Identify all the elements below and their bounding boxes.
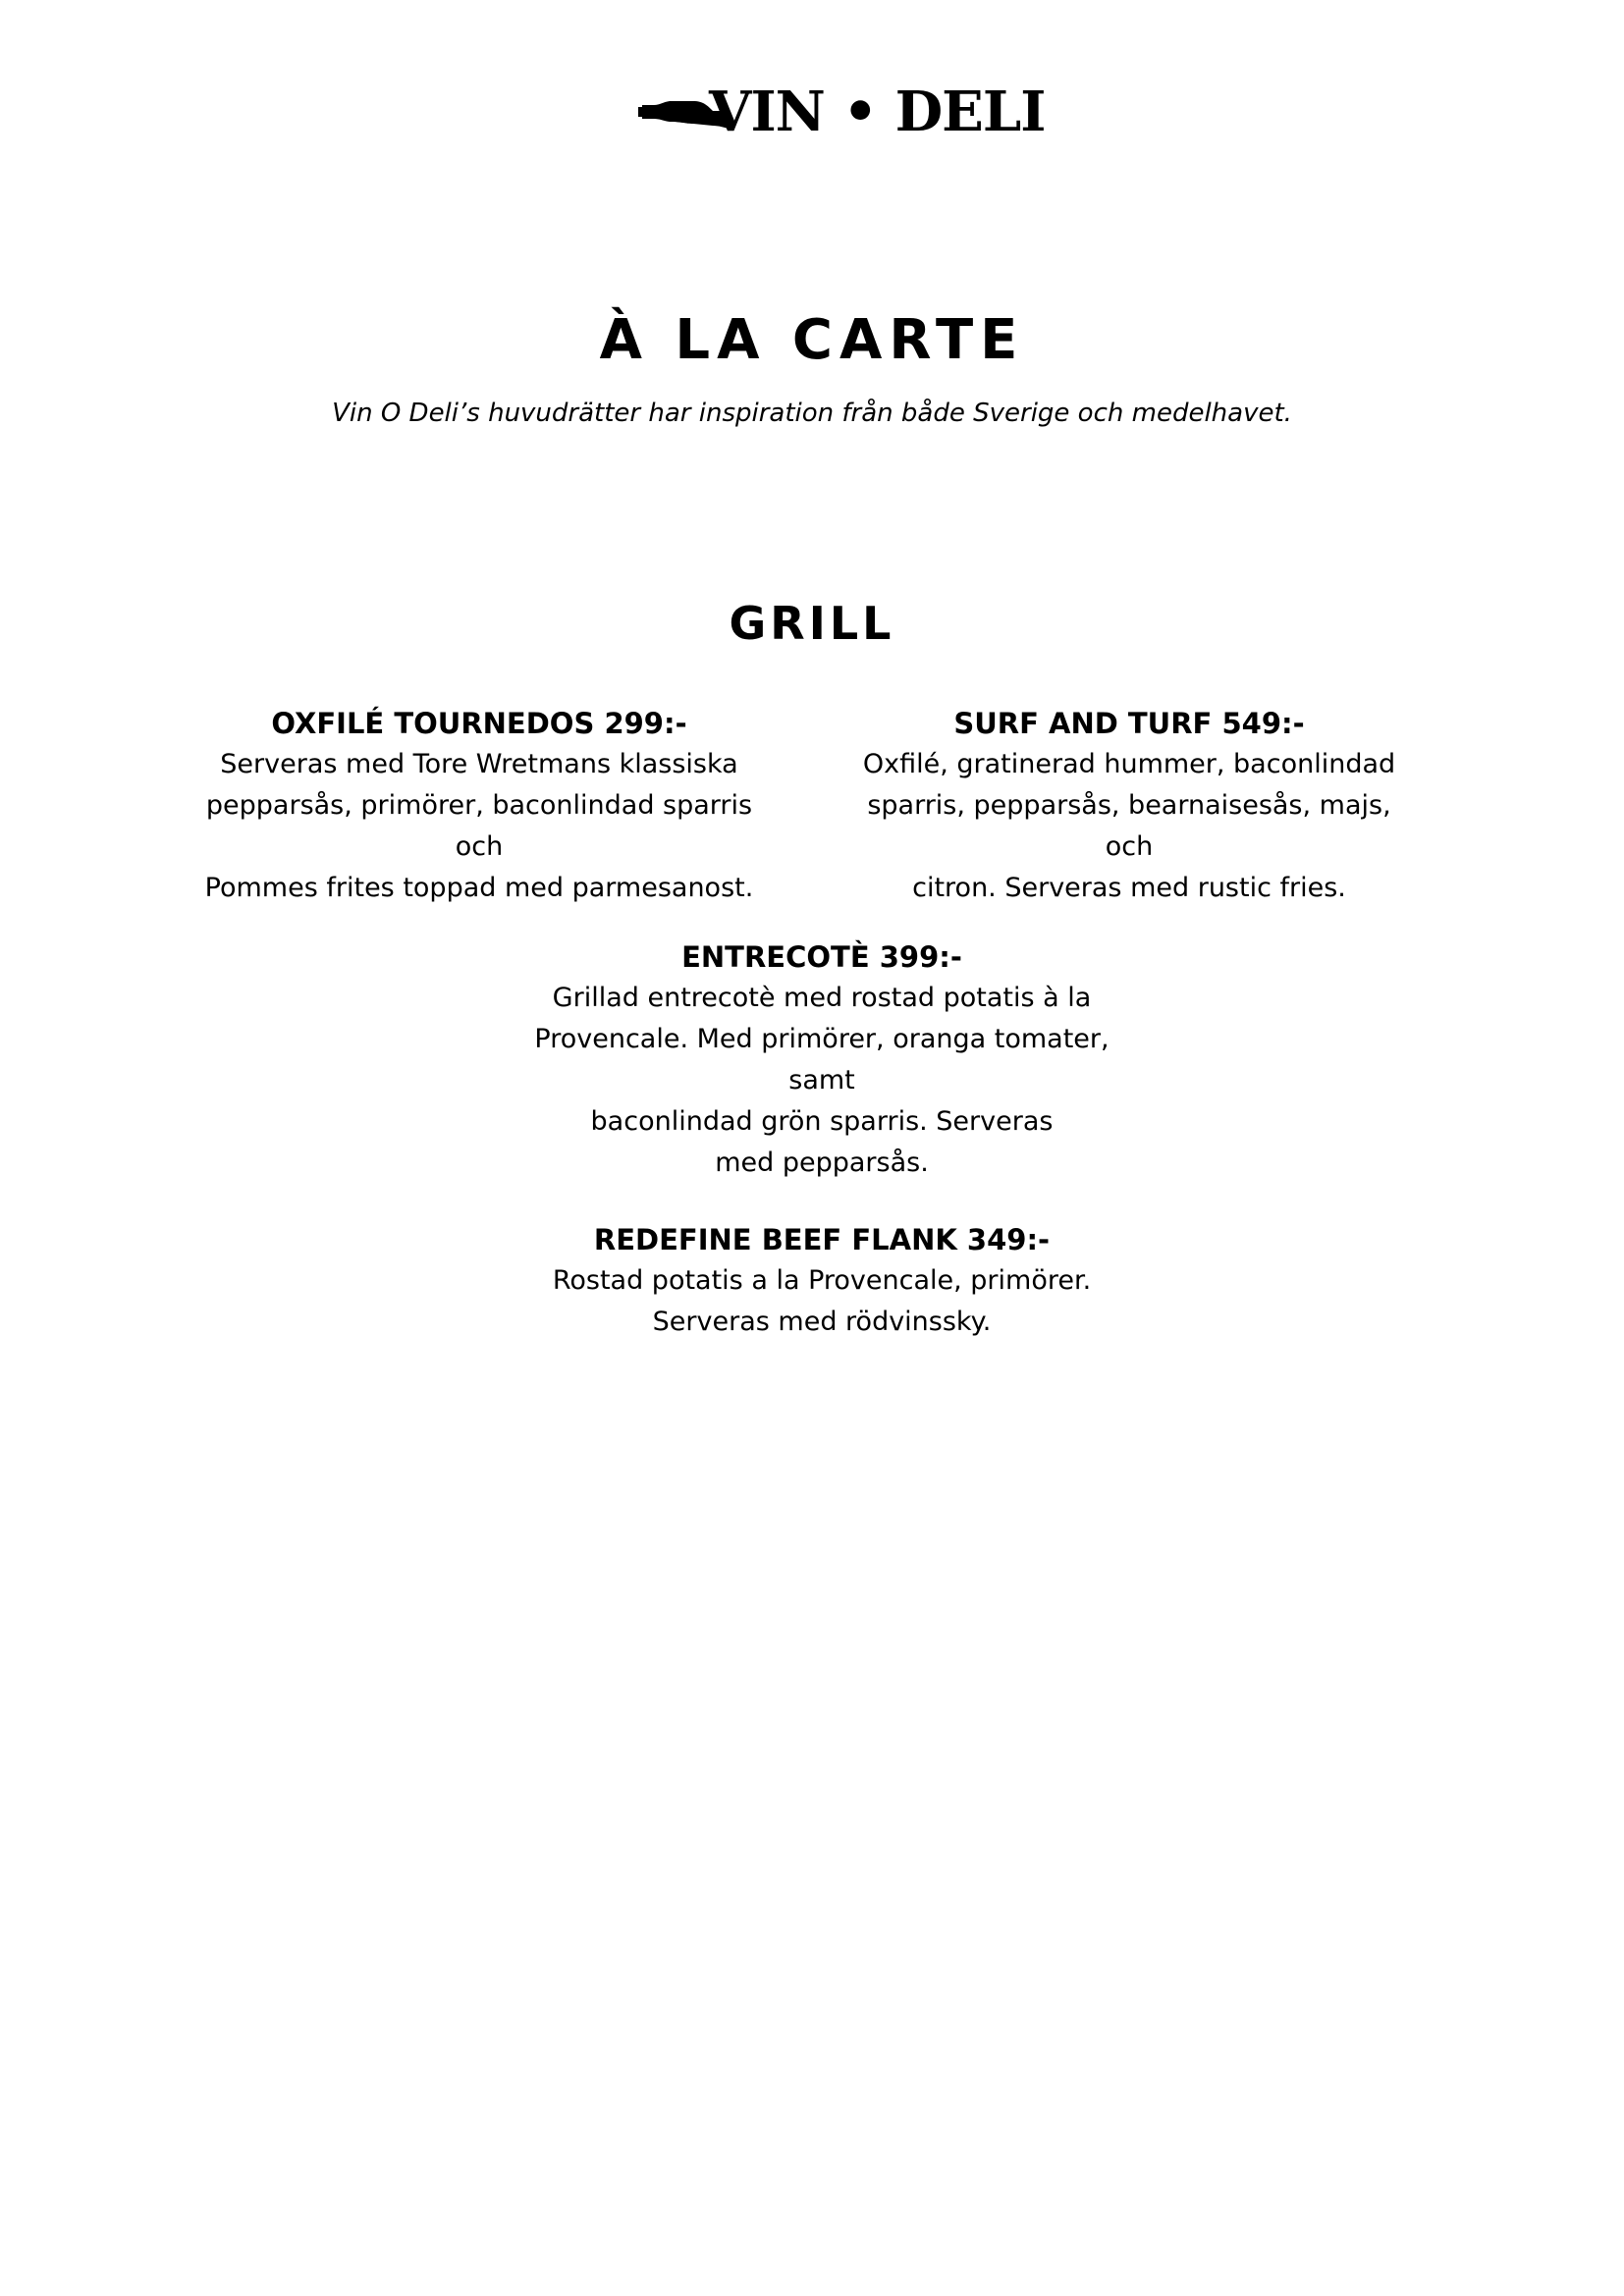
logo xyxy=(636,80,1046,144)
section-title: GRILL xyxy=(729,597,895,650)
menu-item-name: OXFILÉ TOURNEDOS 299:- xyxy=(271,707,687,740)
menu-item-desc-line: citron. Serveras med rustic fries. xyxy=(912,873,1346,903)
menu-item-desc-line: Grillad entrecotè med rostad potatis à la xyxy=(552,983,1092,1013)
menu-item-desc-line: pepparsås, primörer, baconlindad sparris och xyxy=(205,790,753,862)
menu-item-desc-line: Pommes frites toppad med parmesanost. xyxy=(204,873,754,903)
menu-item-desc-line: Serveras med Tore Wretmans klassiska xyxy=(220,749,738,779)
menu-item-desc-line: baconlindad grön sparris. Serveras xyxy=(590,1106,1054,1137)
menu-item-name: SURF AND TURF 549:- xyxy=(953,707,1305,740)
menu-item-name: REDEFINE BEEF FLANK 349:- xyxy=(593,1223,1051,1256)
menu-item-desc-line: Oxfilé, gratinerad hummer, baconlindad xyxy=(862,749,1396,779)
menu-item-desc-line: med pepparsås. xyxy=(715,1148,929,1178)
menu-item-oxfile-tournedos xyxy=(185,703,774,909)
logo-text: VIN • DELI xyxy=(709,80,1046,144)
menu-item-desc-line: Serveras med rödvinssky. xyxy=(652,1307,992,1337)
menu-item-surf-and-turf xyxy=(844,703,1414,909)
menu-item-desc-line: sparris, pepparsås, bearnaisesås, majs, och xyxy=(867,790,1391,862)
menu-item-entrecote xyxy=(508,936,1136,1184)
menu-item-redefine-beef-flank xyxy=(508,1219,1136,1343)
menu-item-desc-line: Rostad potatis a la Provencale, primörer. xyxy=(552,1265,1092,1296)
menu-item-name: ENTRECOTÈ 399:- xyxy=(681,940,962,974)
page-title: À LA CARTE xyxy=(599,308,1025,372)
menu-item-desc-line: Provencale. Med primörer, oranga tomater, samt xyxy=(534,1024,1110,1095)
page-subtitle: Vin O Deli’s huvudrätter har inspiration från både Sverige och medelhavet. xyxy=(332,399,1292,428)
